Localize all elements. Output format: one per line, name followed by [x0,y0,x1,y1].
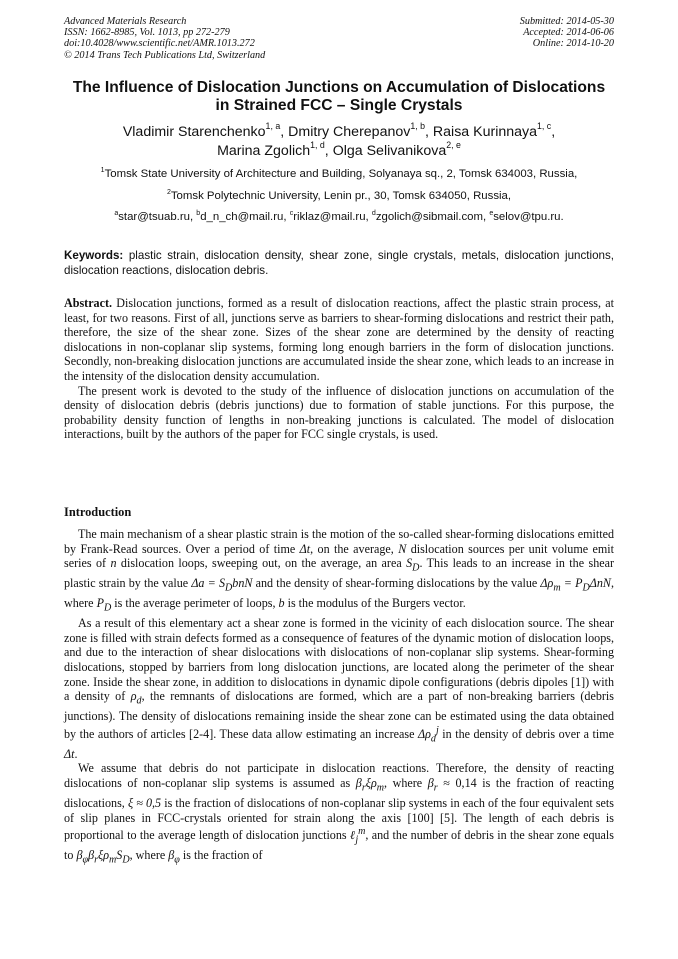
abstract-text: Dislocation junctions, formed as a result of dislocation reactions, affect the plastic strain process, at least, for two reasons. First of all, junctions serve as barriers to shear-forming dislocations and restrict their path, therefore, the size of the shear zone. Sizes of the shear zone are determined by the density of reacting dislocations in non-coplanar slip systems, forming long enough barriers in the form of dislocation junctions. Secondly, non-breaking dislocation junctions are accumulated inside the shear zone, which leads to an increase in the intensity of the dislocation density accumulation. [64,296,614,383]
email-mark: d [371,209,376,217]
author-marks: 1, a [265,121,281,132]
intro-paragraph-3: We assume that debris do not participate in dislocation reactions. Therefore, the density of reacting dislocations of non-coplanar slip systems is assumed as $\beta_r\xi\rho_m$, where $\beta_r \approx 0,14$ is the fraction of reacting dislocations, ξ ≈ 0,5 is the fraction of dislocations of non-coplanar slip systems in each of the four equivalent sets of slip planes in FCC-crystals oriented for strain along the axis [100] [5]. The length of each debris is proportional to the average length of dislocation junctions ℓ$_j^m$, and the number of debris in the shear zone equals to $\beta_\varphi\beta_r\xi\rho_mS_D$, where $\beta_\varphi$ is the fraction of [64,761,614,866]
journal-header [64,16,265,61]
author-marks: 1, d [310,140,325,151]
accepted-date: Accepted: 2014-06-06 [523,27,614,39]
author-marks: 2, e [446,140,461,151]
paper-title [40,79,638,115]
doi: doi:10.4028/www.scientific.net/AMR.1013.272 [64,38,255,50]
authors-line-1: Vladimir Starenchenko$^{1, a}$, Dmitry Cherepanov$^{1, b}$, Raisa Kurinnaya$^{1, c}$, [122,121,556,140]
author-marks: 1, c [537,121,552,132]
copyright: © 2014 Trans Tech Publications Ltd, Switzerland [64,49,266,61]
aff-text: Tomsk State University of Architecture and Building, Solyanaya sq., 2, Tomsk 634003, Russia, [104,168,578,180]
email-mark: c [289,209,294,217]
email[interactable]: selov@tpu.ru. [493,211,564,223]
author-name: Raisa Kurinnaya [432,124,538,140]
title-line-2: in Strained FCC – Single Crystals [215,97,463,114]
email-mark: b [196,209,201,217]
intro-paragraph-2: As a result of this elementary act a shear zone is formed in the vicinity of each dislocation source. The shear zone is filled with strain defects formed as a consequence of features of the dynamic motion of dislocation loops, and due to the interaction of shear dislocations with dislocations of non-coplanar slip systems. Shear-forming dislocations, stopped by barriers from long dislocation junctions, are located along the perimeter of the shear zone. Inside the shear zone, in addition to dislocations in dynamic dipole configurations (debris dipoles [1]) with a density of $\rho_d$, the remnants of dislocations are formed, which are a part of non-breaking barriers (debris junctions). The density of dislocations remaining inside the shear zone can be estimated using the data obtained by the authors of articles [2-4]. These data allow estimating an increase $\Delta\rho_d^j$ in the density of debris over a time Δt. [64,616,615,761]
abstract-paragraph-2: The present work is devoted to the study of the influence of dislocation junctions on accumulation of the density of dislocation debris (debris junctions) due to formation of stable junctions. For this purpose, the probability density function of lengths in non-breaking junctions is calculated. The model of dislocation interactions, built by the authors of the paper for FCC single crystals, is used. [64,383,614,442]
email-mark: a [114,209,119,217]
author-name: Dmitry Cherepanov [288,124,411,140]
abstract [64,296,614,442]
authors-line-2: Marina Zgolich$^{1, d}$, Olga Selivanikova$^{2, e}$ [217,140,461,159]
keywords-label: Keywords: [64,249,124,262]
affiliation-2 [40,190,638,203]
journal-name: Advanced Materials Research [64,16,187,27]
submitted-date: Submitted: 2014-05-30 [519,16,614,27]
introduction-body [64,527,614,868]
author-marks: 1, b [410,121,426,132]
author-name: Olga Selivanikova [332,143,447,159]
dates-header [520,16,614,50]
aff-text: Tomsk Polytechnic University, Lenin pr., 30, Tomsk 634050, Russia, [170,190,512,202]
email-list: $^a$star@tsuab.ru, $^b$d_n_ch@mail.ru, $^c$riklaz@mail.ru, $^d$zgolich@sibmail.com, $^e$selov@tpu.ru. [114,209,564,223]
intro-paragraph-1: The main mechanism of a shear plastic strain is the motion of the so-called shear-forming dislocations emitted by Frank-Read sources. Over a period of time Δt, on the average, N dislocation sources per unit volume emit series of n dislocation loops, sweeping out, on the average, an area $S_D$. This leads to an increase in the shear plastic strain by the value $\Delta a = S_DbnN$ and the density of shear-forming dislocations by the value $\Delta\rho_m = P_D\Delta nN$, where $P_D$ is the average perimeter of loops, b is the modulus of the Burgers vector. [64,527,615,614]
section-heading: Introduction [64,505,132,519]
aff-mark: 1 [100,166,105,174]
online-date: Online: 2014-10-20 [532,38,614,50]
author-name: Marina Zgolich [217,143,311,159]
email[interactable]: riklaz@mail.ru [293,211,366,223]
email[interactable]: d_n_ch@mail.ru [200,211,284,223]
title-line-1: The Influence of Dislocation Junctions on Accumulation of Dislocations [72,79,606,96]
keywords-text: plastic strain, dislocation density, shear zone, single crystals, metals, dislocation junctions, dislocation reactions, dislocation debris. [64,249,614,277]
abstract-label: Abstract. [64,296,113,310]
issn: ISSN: 1662-8985, Vol. 1013, pp 272-279 [64,27,230,39]
author-list [40,123,638,161]
author-name: Vladimir Starenchenko [122,124,266,140]
abstract-paragraph-1 [64,296,614,384]
email-mark: e [489,209,494,217]
aff-mark: 2 [166,188,171,196]
email[interactable]: star@tsuab.ru [118,211,190,223]
affiliation-1 [40,168,638,181]
email[interactable]: zgolich@sibmail.com [375,211,483,223]
keywords [64,249,614,278]
